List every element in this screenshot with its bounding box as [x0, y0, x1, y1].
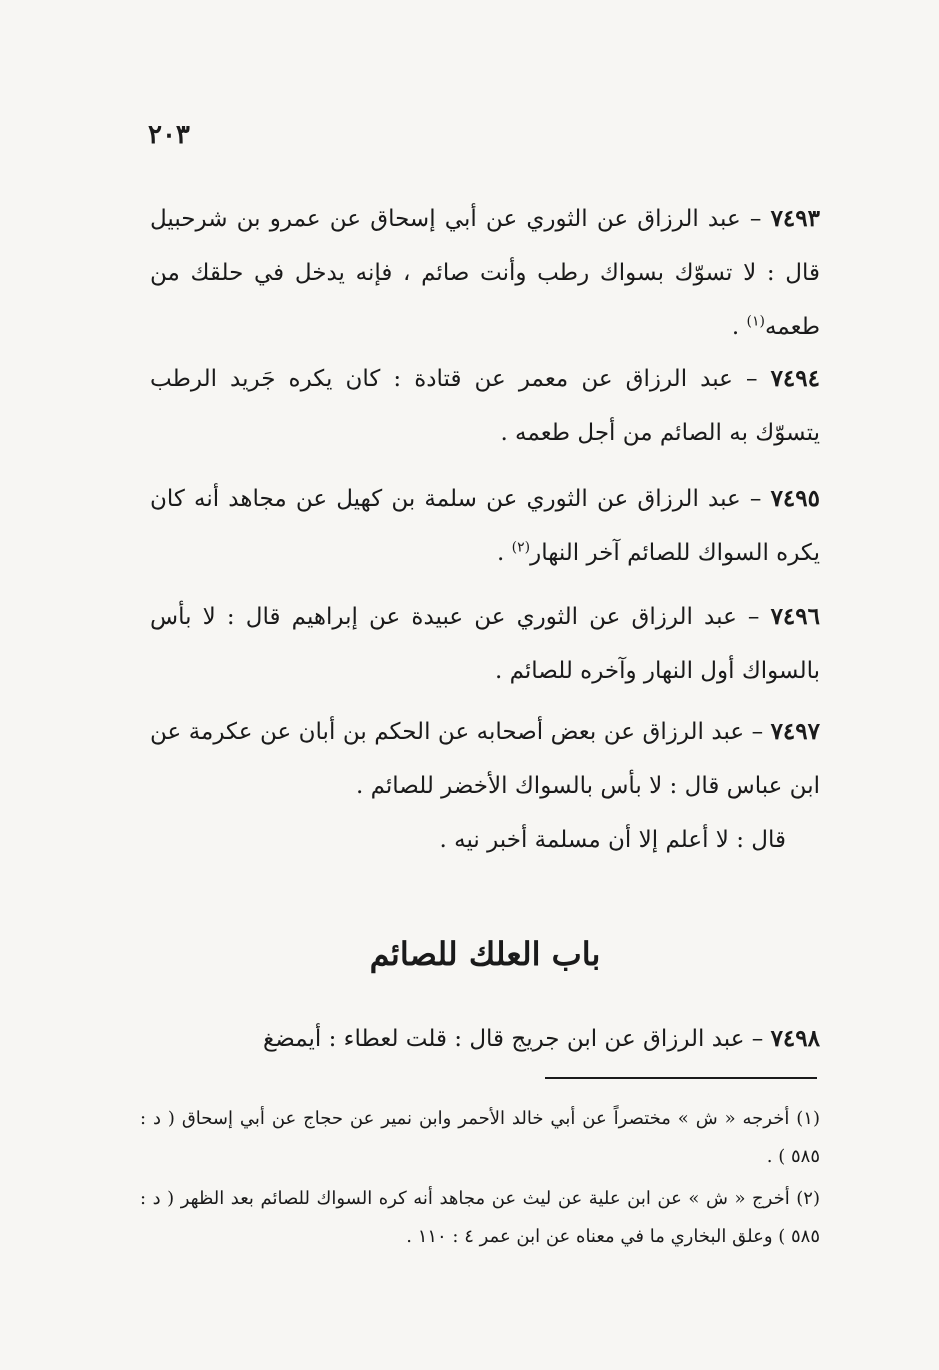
footnote-1: (١) أخرجه « ش » مختصراً عن أبي خالد الأحمر وابن نمير عن حجاج عن أبي إسحاق ( د : ٥٨٥ ) .: [140, 1108, 820, 1167]
entry-number: ٧٤٩٧: [770, 718, 820, 745]
entry-text: – عبد الرزاق عن الثوري عن أبي إسحاق عن عمرو بن شرحبيل قال : لا تسوّك بسواك رطب وأنت صائم ، فإنه يدخل في حلقك من طعمه: [150, 206, 820, 340]
entry-text: – عبد الرزاق عن بعض أصحابه عن الحكم بن أبان عن عكرمة عن ابن عباس قال : لا بأس بالسواك الأخضر للصائم .: [150, 719, 820, 799]
entry-number: ٧٤٩٤: [770, 365, 820, 392]
hadith-entry-7495: [150, 472, 820, 580]
entry-text: – عبد الرزاق عن معمر عن قتادة : كان يكره جَريد الرطب يتسوّك به الصائم من أجل طعمه .: [150, 366, 820, 446]
remark-line: قال : لا أعلم إلا أن مسلمة أخبر نيه .: [439, 827, 786, 853]
entry-text: – عبد الرزاق عن ابن جريج قال : قلت لعطاء : أيمضغ: [263, 1026, 771, 1052]
hadith-entry-7497: [150, 705, 820, 813]
footnote-2: (٢) أخرج « ش » عن ابن علية عن ليث عن مجاهد أنه كره السواك للصائم بعد الظهر ( د : ٥٨٥ ) وعلق البخاري ما في معناه عن ابن عمر ٤ : ١١٠ .: [140, 1188, 820, 1247]
entry-number: ٧٤٩٦: [770, 603, 820, 630]
entry-number: ٧٤٩٥: [770, 485, 820, 512]
hadith-entry-7496: [150, 590, 820, 698]
hadith-entry-7494: [150, 352, 820, 460]
entry-text: – عبد الرزاق عن الثوري عن سلمة بن كهيل عن مجاهد أنه كان يكره السواك للصائم آخر النهار: [150, 486, 820, 566]
entry-text: – عبد الرزاق عن الثوري عن عبيدة عن إبراهيم قال : لا بأس بالسواك أول النهار وآخره للصائم .: [150, 604, 820, 684]
chapter-title: باب العلك للصائم: [369, 935, 601, 973]
footnote-ref-2: (٢): [511, 539, 531, 556]
footnote-separator: [545, 1077, 817, 1079]
page-number: ٢٠٣: [148, 120, 190, 150]
hadith-entry-7498: [150, 1012, 820, 1066]
entry-number: ٧٤٩٣: [770, 205, 820, 232]
entry-end: .: [497, 540, 512, 566]
entry-end: .: [731, 314, 747, 340]
footnote-ref-1: (١): [746, 313, 765, 330]
hadith-entry-7493: [150, 192, 820, 354]
entry-number: ٧٤٩٨: [770, 1025, 820, 1052]
